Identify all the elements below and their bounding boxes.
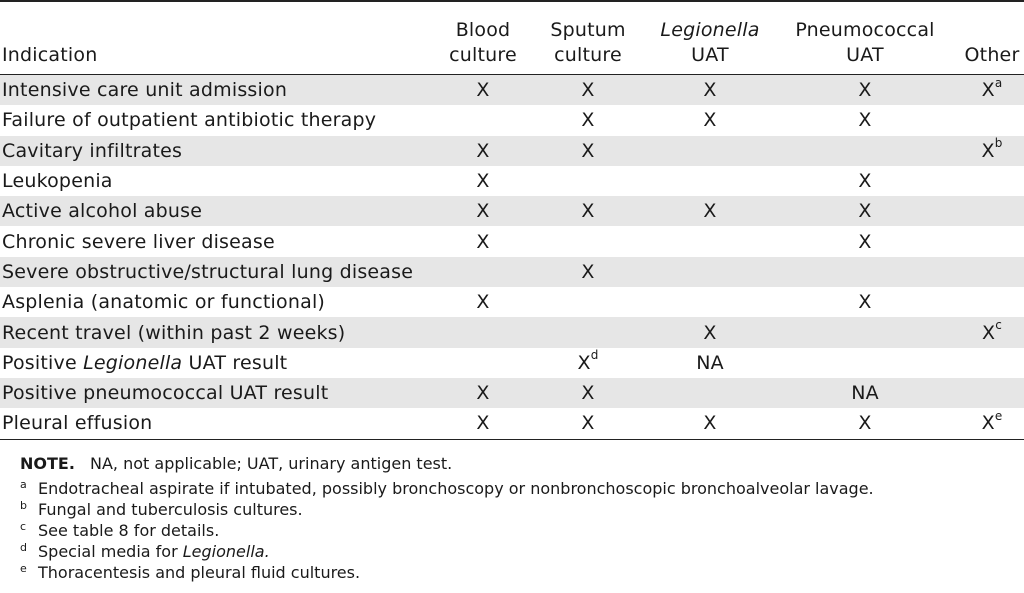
sputum-cell: [526, 136, 650, 166]
sputum-cell: [526, 166, 650, 196]
pneumo-cell: [770, 257, 960, 287]
pneumo-cell: [770, 166, 960, 196]
indication-text-pre: Leukopenia: [2, 170, 113, 193]
legionella-cell: [650, 75, 770, 106]
header-sputum-culture: [526, 2, 650, 75]
note-label: NOTE.: [20, 454, 75, 473]
sputum-cell: [526, 317, 650, 347]
legionella-mark: X: [703, 321, 717, 344]
header-blood-line1: Blood: [455, 19, 511, 41]
pneumo-cell: [770, 408, 960, 439]
pneumo-mark: X: [858, 170, 872, 193]
legionella-cell: [650, 348, 770, 378]
other-mark: X: [981, 321, 996, 344]
header-pneumococcal-uat: [770, 2, 960, 75]
pneumo-cell: [770, 196, 960, 226]
sputum-cell: [526, 408, 650, 439]
blood-cell: [440, 75, 526, 106]
other-cell: [960, 408, 1024, 439]
blood-mark: X: [476, 291, 490, 314]
sputum-mark: X: [581, 139, 595, 162]
table-header: [0, 2, 1024, 75]
table-row: [0, 317, 1024, 347]
blood-mark: X: [476, 382, 490, 405]
other-cell: [960, 166, 1024, 196]
footnote: [20, 562, 1010, 583]
table-row: [0, 287, 1024, 317]
table-row: [0, 136, 1024, 166]
legionella-cell: [650, 166, 770, 196]
footnote-mark: b: [20, 499, 27, 512]
blood-mark: X: [476, 170, 490, 193]
blood-cell: [440, 408, 526, 439]
other-mark: X: [981, 412, 995, 435]
sputum-mark: X: [581, 382, 595, 405]
other-cell: [960, 75, 1024, 106]
blood-cell: [440, 226, 526, 256]
legionella-cell: [650, 378, 770, 408]
indication-cell: [0, 317, 440, 347]
legionella-mark: X: [703, 200, 717, 223]
blood-mark: X: [476, 412, 490, 435]
pneumo-cell: [770, 226, 960, 256]
other-cell: [960, 105, 1024, 135]
legionella-cell: [650, 287, 770, 317]
legionella-mark: X: [703, 412, 717, 435]
indication-text-pre: Positive: [2, 351, 84, 374]
blood-cell: [440, 257, 526, 287]
sputum-mark: X: [581, 109, 595, 132]
table-row: [0, 408, 1024, 439]
sputum-mark: X: [581, 79, 595, 102]
sputum-cell: [526, 105, 650, 135]
legionella-cell: [650, 226, 770, 256]
sputum-mark: X: [581, 200, 595, 223]
legionella-cell: [650, 105, 770, 135]
legionella-cell: [650, 317, 770, 347]
indication-cell: [0, 75, 440, 106]
header-blood-culture: [440, 2, 526, 75]
indication-text-pre: Active alcohol abuse: [2, 200, 203, 223]
indication-text-pre: Recent travel (within past 2 weeks): [2, 321, 346, 344]
blood-mark: X: [476, 230, 490, 253]
header-legionella-uat: [650, 2, 770, 75]
pneumo-cell: [770, 317, 960, 347]
other-footnote-ref: c: [995, 318, 1003, 333]
pneumo-cell: [770, 75, 960, 106]
header-blood-line2: culture: [449, 44, 517, 66]
indication-text-pre: Chronic severe liver disease: [2, 230, 275, 253]
other-mark: X: [981, 139, 995, 162]
pneumo-cell: [770, 105, 960, 135]
pneumo-cell: [770, 378, 960, 408]
indication-cell: [0, 166, 440, 196]
table-row: [0, 226, 1024, 256]
indication-text-post: UAT result: [182, 351, 288, 374]
other-cell: [960, 378, 1024, 408]
blood-cell: [440, 317, 526, 347]
legionella-mark: X: [703, 79, 717, 102]
indication-cell: [0, 287, 440, 317]
table-row: [0, 196, 1024, 226]
pneumo-mark: X: [858, 79, 872, 102]
other-footnote-ref: b: [994, 136, 1003, 151]
indication-text-it: Legionella: [83, 351, 183, 374]
other-mark: X: [981, 79, 995, 102]
sputum-cell: [526, 196, 650, 226]
indication-cell: [0, 348, 440, 378]
footnote: [20, 478, 1010, 499]
footnote: [20, 520, 1010, 541]
blood-mark: X: [476, 139, 490, 162]
indication-cell: [0, 105, 440, 135]
table-row: [0, 348, 1024, 378]
indication-text-pre: Positive pneumococcal UAT result: [2, 382, 329, 405]
sputum-cell: [526, 287, 650, 317]
footnote-mark: e: [20, 562, 27, 575]
sputum-mark: X: [577, 351, 591, 374]
blood-cell: [440, 196, 526, 226]
header-indication: Indication: [0, 2, 440, 75]
pneumo-mark: X: [858, 230, 872, 253]
header-row: [0, 2, 1024, 75]
footnote-mark: d: [20, 541, 27, 554]
indication-cell: [0, 408, 440, 439]
footnote-mark: c: [20, 520, 27, 533]
header-sputum-line1: Sputum: [550, 19, 626, 41]
blood-mark: X: [476, 79, 490, 102]
pneumo-mark: X: [858, 200, 872, 223]
indication-text-pre: Cavitary infiltrates: [2, 139, 183, 162]
table-notes: [20, 454, 1010, 583]
header-other: Other: [960, 2, 1024, 75]
pneumo-cell: [770, 136, 960, 166]
indication-cell: [0, 136, 440, 166]
indication-text-pre: Severe obstructive/structural lung disease: [2, 260, 414, 283]
footnote-text-pre: Endotracheal aspirate if intubated, possibly bronchoscopy or nonbronchoscopic bronchoalveolar lavage.: [38, 479, 874, 498]
other-cell: [960, 348, 1024, 378]
legionella-cell: [650, 136, 770, 166]
other-footnote-ref: a: [994, 75, 1003, 90]
legionella-cell: [650, 257, 770, 287]
blood-cell: [440, 378, 526, 408]
footnote-text-pre: Special media for: [38, 542, 183, 561]
table-body: [0, 75, 1024, 440]
legionella-mark: NA: [696, 351, 724, 374]
pneumo-cell: [770, 287, 960, 317]
footnote-text-it: Legionella.: [182, 542, 270, 561]
other-cell: [960, 287, 1024, 317]
indication-text-pre: Intensive care unit admission: [2, 79, 288, 102]
note-line: [20, 454, 1010, 474]
blood-cell: [440, 348, 526, 378]
indication-text-pre: Asplenia (anatomic or functional): [2, 291, 326, 314]
sputum-cell: [526, 75, 650, 106]
other-cell: [960, 317, 1024, 347]
pneumo-mark: NA: [851, 382, 879, 405]
footnote: [20, 541, 1010, 562]
table-row: [0, 378, 1024, 408]
pneumo-mark: X: [858, 291, 872, 314]
pneumo-mark: X: [858, 109, 872, 132]
indication-cell: [0, 257, 440, 287]
blood-cell: [440, 136, 526, 166]
footnote-text-pre: Thoracentesis and pleural fluid cultures.: [38, 563, 361, 582]
footnote-text-pre: See table 8 for details.: [38, 521, 220, 540]
legionella-cell: [650, 408, 770, 439]
footnote: [20, 499, 1010, 520]
pneumo-mark: X: [858, 412, 872, 435]
indication-text-pre: Failure of outpatient antibiotic therapy: [2, 109, 377, 132]
legionella-cell: [650, 196, 770, 226]
footnote-mark: a: [20, 478, 27, 491]
header-pneumo-line1: Pneumococcal: [795, 19, 935, 41]
table-row: [0, 75, 1024, 106]
note-text: NA, not applicable; UAT, urinary antigen test.: [90, 454, 453, 473]
sputum-cell: [526, 257, 650, 287]
sputum-cell: [526, 226, 650, 256]
footnote-text-pre: Fungal and tuberculosis cultures.: [38, 500, 303, 519]
indication-cell: [0, 378, 440, 408]
footnote-list: [20, 478, 1010, 583]
sputum-footnote-ref: d: [590, 348, 599, 363]
blood-cell: [440, 166, 526, 196]
indication-cell: [0, 196, 440, 226]
blood-mark: X: [476, 200, 490, 223]
sputum-mark: X: [581, 412, 595, 435]
header-pneumo-line2: UAT: [846, 44, 884, 66]
legionella-mark: X: [703, 109, 717, 132]
table-row: [0, 257, 1024, 287]
other-cell: [960, 226, 1024, 256]
blood-cell: [440, 287, 526, 317]
other-cell: [960, 196, 1024, 226]
other-cell: [960, 257, 1024, 287]
sputum-cell: [526, 378, 650, 408]
table-row: [0, 166, 1024, 196]
blood-cell: [440, 105, 526, 135]
indication-cell: [0, 226, 440, 256]
other-cell: [960, 136, 1024, 166]
other-footnote-ref: e: [994, 409, 1003, 424]
header-legionella-line2: UAT: [691, 44, 729, 66]
table-row: [0, 105, 1024, 135]
sputum-mark: X: [581, 260, 595, 283]
pneumo-cell: [770, 348, 960, 378]
indication-text-pre: Pleural effusion: [2, 412, 153, 435]
sputum-cell: [526, 348, 650, 378]
header-legionella-line1: Legionella: [660, 19, 760, 41]
indications-table: [0, 2, 1024, 440]
header-sputum-line2: culture: [554, 44, 622, 66]
